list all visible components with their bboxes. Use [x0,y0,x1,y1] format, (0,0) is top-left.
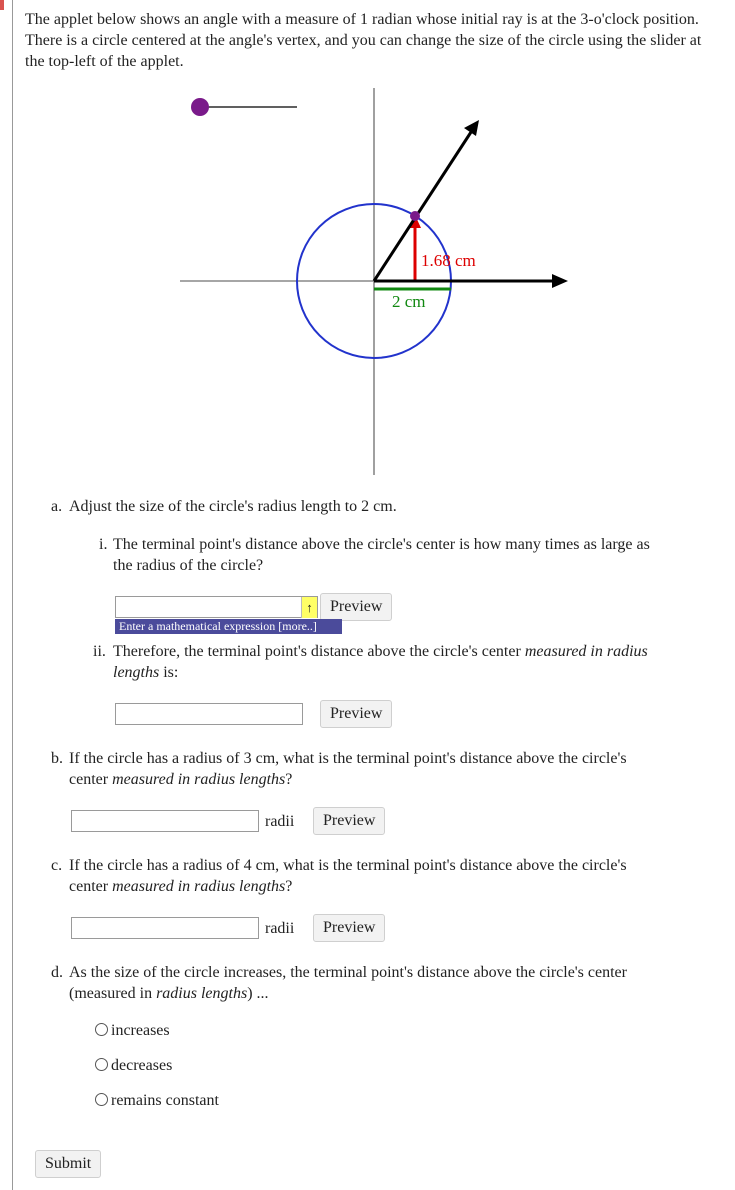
part-b-marker: b. [51,750,63,767]
part-a-ii-marker: ii. [93,643,106,660]
part-c-text-line2: center measured in radius lengths? [69,878,293,895]
radio-decreases[interactable] [95,1058,108,1071]
answer-c-input[interactable] [71,917,259,939]
option-decreases[interactable]: decreases [95,1056,172,1076]
part-d-text-line2: (measured in radius lengths) ... [69,985,269,1002]
part-d-text-line1: As the size of the circle increases, the terminal point's distance above the circle's center [69,964,627,981]
preview-b-button[interactable]: Preview [313,807,385,835]
radio-increases[interactable] [95,1023,108,1036]
answer-a-ii-input[interactable] [115,703,303,725]
part-a-i-text-line2: the radius of the circle? [113,557,264,574]
part-a-marker: a. [51,498,63,515]
part-c-marker: c. [51,857,63,874]
answer-b-unit: radii [265,813,295,830]
preview-a-i-button[interactable]: Preview [320,593,392,621]
answer-a-i-input[interactable] [115,596,318,618]
preview-a-ii-button[interactable]: Preview [320,700,392,728]
input-hint-tooltip[interactable]: Enter a mathematical expression [more..] [115,619,342,634]
height-label: 1.68 cm [421,251,476,270]
option-increases[interactable]: increases [95,1021,170,1041]
part-b-text-line2: center measured in radius lengths? [69,771,293,788]
part-c-text-line1: If the circle has a radius of 4 cm, what is the terminal point's distance above the circle's [69,857,627,874]
option-remains-constant[interactable]: remains constant [95,1091,219,1111]
initial-ray-arrowhead [552,274,568,288]
part-d-marker: d. [51,964,63,981]
part-a-ii-text-line1: Therefore, the terminal point's distance above the circle's center measured in radius [113,643,648,660]
part-a-text: Adjust the size of the circle's radius length to 2 cm. [69,498,397,515]
slider-handle[interactable] [191,98,209,116]
intro-text: The applet below shows an angle with a measure of 1 radian whose initial ray is at the 3-o'clock position. There is a circle centered at the angle's vertex, and you can change the size of the circle using the slider at the top-left of the applet. [25,11,702,70]
submit-button[interactable]: Submit [35,1150,101,1178]
terminal-point [410,211,420,221]
answer-b-input[interactable] [71,810,259,832]
equation-editor-arrow-icon[interactable]: ↑ [301,597,317,618]
part-a-ii-text-line2: lengths is: [113,664,179,681]
applet-graph[interactable] [0,0,735,490]
radius-label: 2 cm [392,292,426,311]
part-a-i-marker: i. [99,536,108,553]
preview-c-button[interactable]: Preview [313,914,385,942]
answer-c-unit: radii [265,920,295,937]
part-a-i-text-line1: The terminal point's distance above the circle's center is how many times as large as [113,536,650,553]
part-b-text-line1: If the circle has a radius of 3 cm, what is the terminal point's distance above the circle's [69,750,627,767]
radio-remains-constant[interactable] [95,1093,108,1106]
